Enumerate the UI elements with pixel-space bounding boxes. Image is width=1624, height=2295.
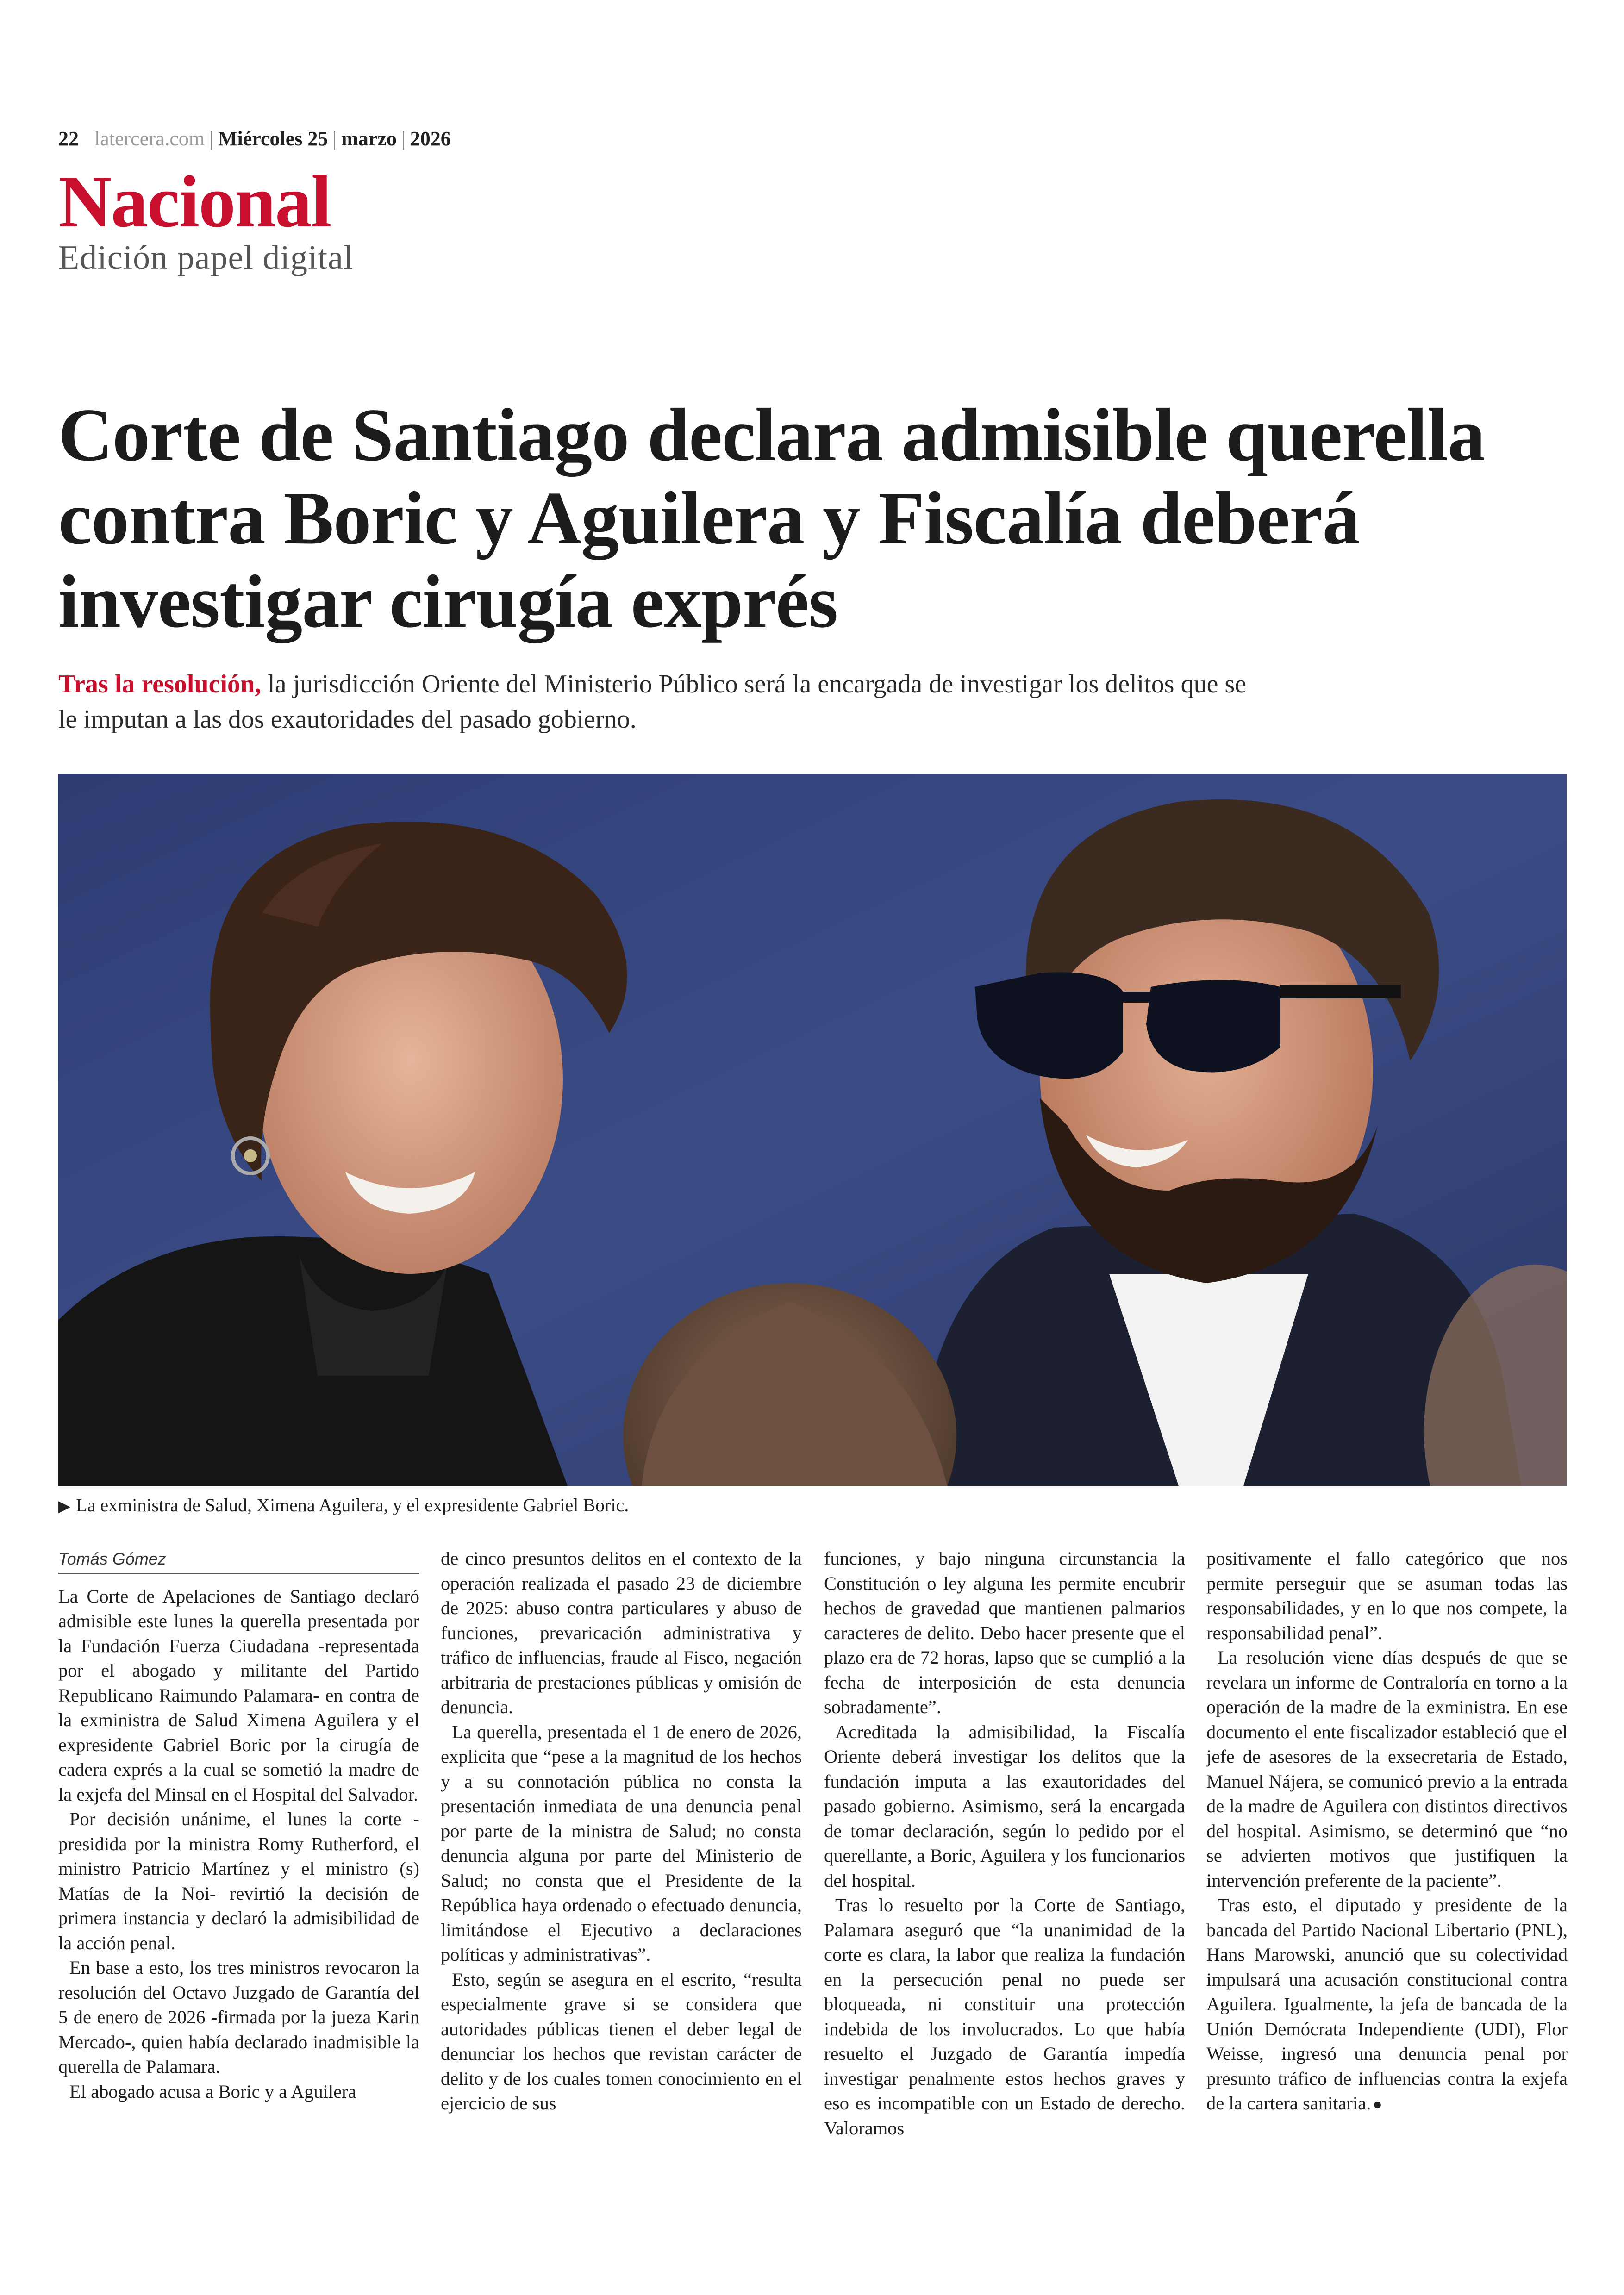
paragraph: Acreditada la admisibilidad, la Fiscalía Oriente deberá investigar los delitos que la fundación imputa a las exautoridades del pasado gobierno. Asimismo, será la encargada de tomar declaración, según lo pedido por el querellante, a Boric, Aguilera y los funcionarios del hospital.: [824, 1721, 1185, 1891]
folio-separator: |: [209, 127, 213, 150]
article-column-2: [441, 1546, 802, 2116]
paragraph: La querella, presentada el 1 de enero de 2026, explicita que “pese a la magnitud de los hechos y a su connotación pública no consta la presentación inmediata de una denuncia penal por parte de la ministra de Salud; no consta denuncia alguna por parte del Ministerio de Salud; no consta que el Presidente de la República haya ordenado o efectuado denuncia, limitándose el Ejecutivo a declaraciones políticas y administrativas”.: [441, 1721, 802, 1965]
page-number: 22: [58, 127, 79, 150]
section-title: Nacional: [58, 160, 331, 243]
dek-text: la jurisdicción Oriente del Ministerio Público será la encargada de investigar los delitos que se le imputan a las dos exautoridades del pasado gobierno.: [58, 670, 1247, 734]
paragraph: La resolución viene días después de que se revelara un informe de Contraloría en torno a la operación de la madre de la exministra. En ese documento el ente fiscalizador estableció que el jefe de asesores de la exsecretaria de Estado, Manuel Nájera, se comunicó previo a la entrada de la madre de Aguilera con distintos directivos del hospital. Asimismo, se determinó que “no se advierten motivos que justifiquen la intervención preferente de la paciente”.: [1206, 1647, 1568, 1891]
byline: Tomás Gómez: [58, 1549, 166, 1568]
caption-text: La exministra de Salud, Ximena Aguilera, y el expresidente Gabriel Boric.: [76, 1495, 629, 1515]
dek-lead: Tras la resolución,: [58, 670, 262, 698]
byline-block: [58, 1546, 419, 1574]
paragraph: En base a esto, los tres ministros revocaron la resolución del Octavo Juzgado de Garantía del 5 de enero de 2026 -firmada por la jueza Karin Mercado-, quien había declarado inadmisible la querella de Palamara.: [58, 1957, 419, 2077]
paragraph-text: Tras esto, el diputado y presidente de la bancada del Partido Nacional Libertario (PNL), Hans Marowski, anunció que su colectividad impulsará una acusación constitucional contra Aguilera. Igualmente, la jefa de bancada de la Unión Demócrata Independiente (UDI), Flor Weisse, ingresó una denuncia penal por presunto tráfico de influencias contra la exjefa de la cartera sanitaria.: [1206, 1895, 1568, 2114]
end-mark-icon: ●: [1373, 2096, 1382, 2113]
folio-line: [58, 125, 451, 153]
site-name[interactable]: latercera.com: [94, 127, 205, 150]
section-subtitle: Edición papel digital: [58, 239, 354, 277]
paragraph: funciones, y bajo ninguna circunstancia la Constitución o ley alguna les permite encubrir hechos de gravedad que mantienen palmarios caracteres de delito. Debo hacer presente que el plazo era de 72 horas, lapso que se cumplió a la fecha de interposición de esta denuncia sobradamente”.: [824, 1548, 1185, 1717]
article-dek: [58, 667, 1262, 737]
folio-separator: |: [332, 127, 337, 150]
caption-marker-icon: ▶: [58, 1498, 71, 1515]
paragraph: El abogado acusa a Boric y a Aguilera: [69, 2081, 356, 2102]
paragraph-last: [1206, 1893, 1568, 2117]
article-column-1: [58, 1546, 419, 2104]
paragraph: Tras lo resuelto por la Corte de Santiago, Palamara aseguró que “la unanimidad de la corte es clara, la labor que realiza la fundación en la persecución penal no puede ser bloqueada, ni constituir una protección indebida de los involucrados. Lo que había resuelto el Juzgado de Garantía impedía investigar penalmente estos hechos graves y eso es incompatible con un Estado de derecho. Valoramos: [824, 1895, 1185, 2139]
article-column-3: [824, 1546, 1185, 2140]
paragraph: de cinco presuntos delitos en el contexto de la operación realizada el pasado 23 de diciembre de 2025: abuso contra particulares y abuso de funciones, prevaricación administrativa y tráfico de influencias, fraude al Fisco, negación arbitraria de prestaciones públicas y omisión de denuncia.: [441, 1548, 802, 1717]
date-weekday: Miércoles 25: [218, 127, 328, 150]
paragraph: La Corte de Apelaciones de Santiago declaró admisible este lunes la querella presentada por la Fundación Fuerza Ciudadana -representada por el abogado y militante del Partido Republicano Raimundo Palamara- en contra de la exministra de Salud Ximena Aguilera y el expresidente Gabriel Boric por la cirugía de cadera exprés a la cual se sometió la madre de la exjefa del Minsal en el Hospital del Salvador.: [58, 1585, 419, 1805]
article-column-4: [1206, 1546, 1568, 2117]
paragraph: Por decisión unánime, el lunes la corte -presidida por la ministra Romy Rutherford, el ministro Patricio Martínez y el ministro (s) Matías de la Noi- revirtió la decisión de primera instancia y declaró la admisibilidad de la acción penal.: [58, 1809, 419, 1953]
photo-caption: [58, 1491, 629, 1519]
article-headline: Corte de Santiago declara admisible querella contra Boric y Aguilera y Fiscalía deberá investigar cirugía exprés: [58, 393, 1485, 643]
date-year: 2026: [410, 127, 451, 150]
paragraph: Esto, según se asegura en el escrito, “resulta especialmente grave si se considera que autoridades públicas tienen el deber legal de denunciar los hechos que revistan carácter de delito y de los cuales tomen conocimiento en el ejercicio de sus: [441, 1969, 802, 2114]
paragraph: positivamente el fallo categórico que nos permite perseguir que se asuman todas las responsabilidades, y en lo que nos compete, la responsabilidad penal”.: [1206, 1548, 1568, 1643]
article-photo: [58, 774, 1567, 1486]
date-month: marzo: [341, 127, 397, 150]
folio-separator: |: [401, 127, 406, 150]
